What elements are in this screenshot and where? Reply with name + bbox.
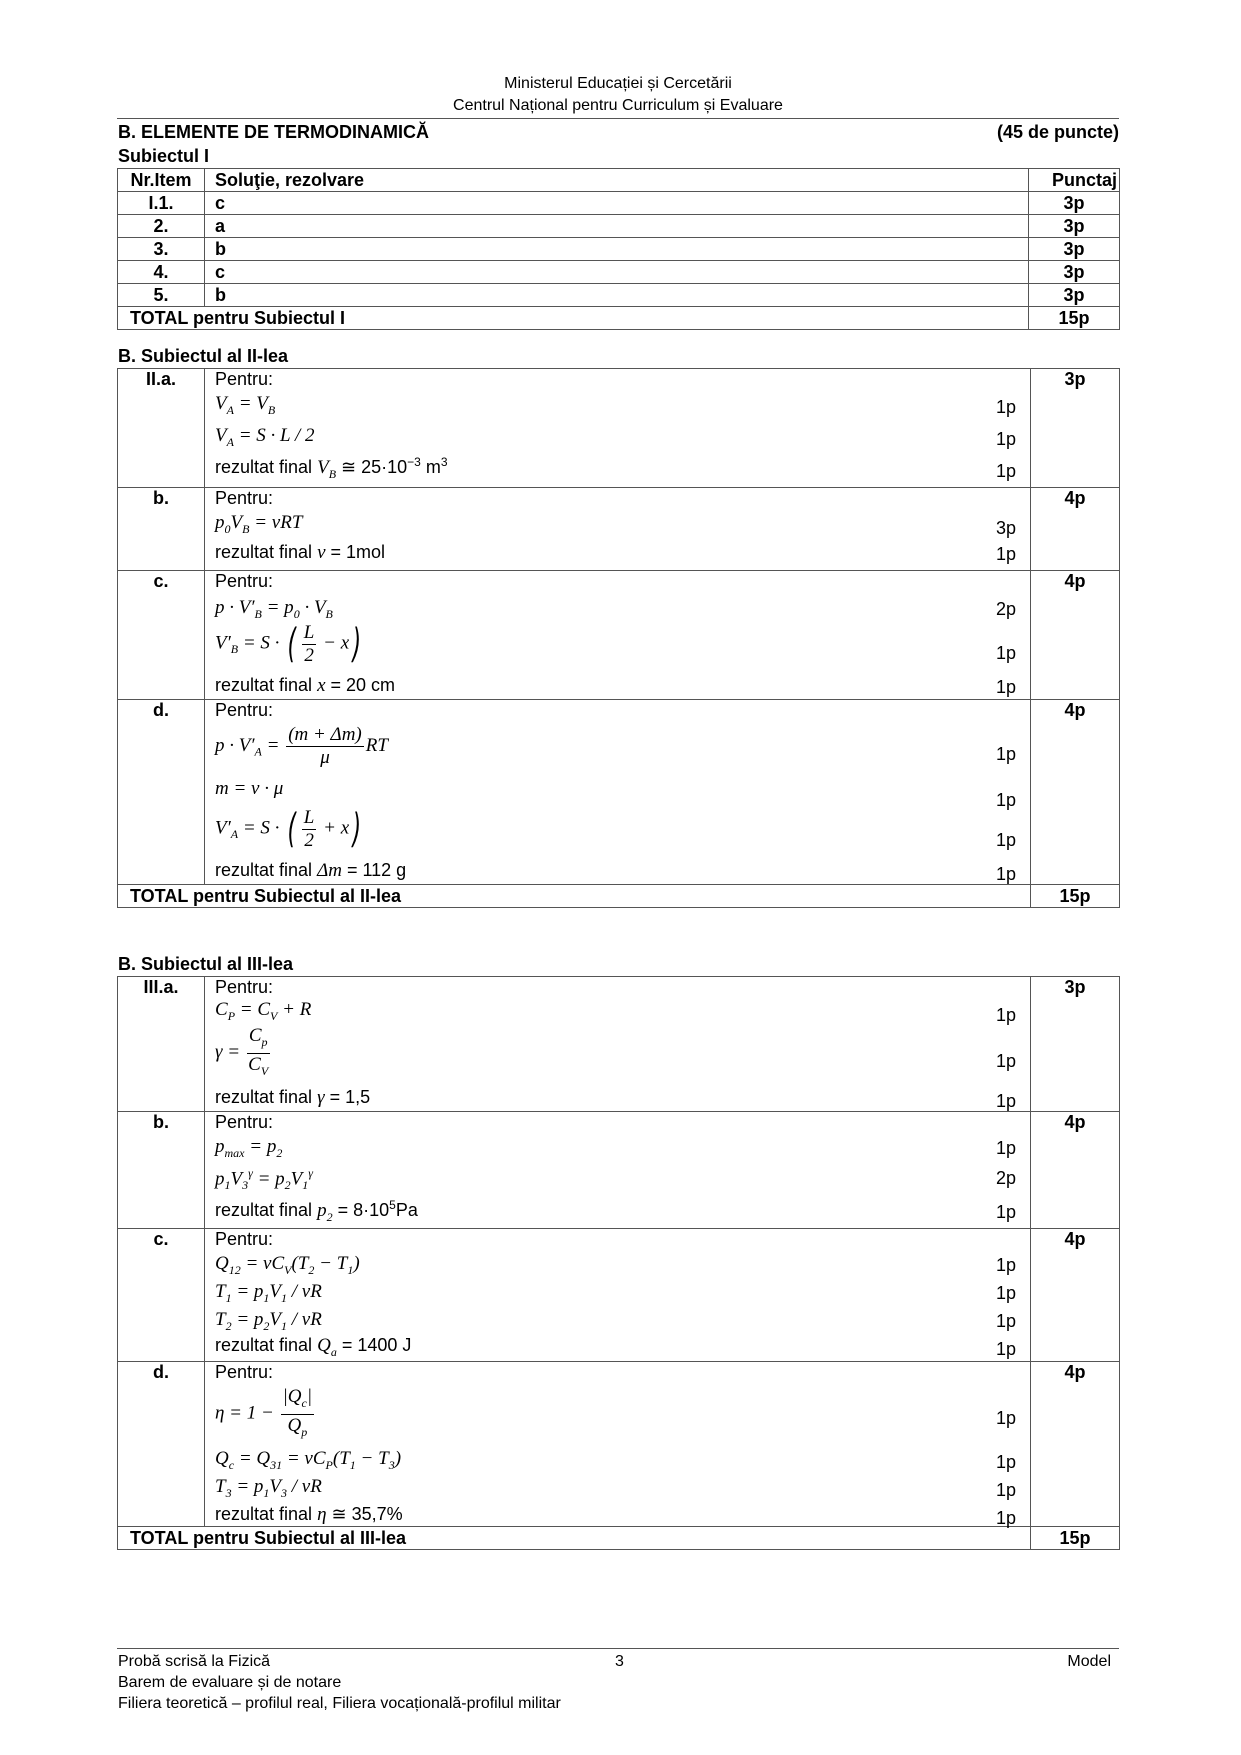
final-label: rezultat final bbox=[215, 860, 313, 880]
total-points: 15p bbox=[1031, 885, 1120, 908]
formula: $V'_A = S$ · ( $\frac{L}{2}$ + x) bbox=[215, 806, 362, 852]
final-label: rezultat final bbox=[215, 1087, 313, 1107]
pentru-label: Pentru: bbox=[215, 571, 274, 591]
item-points: 4p bbox=[1031, 488, 1120, 571]
formula: $p_{max} = p_2$ bbox=[215, 1136, 283, 1160]
total-points: 15p bbox=[1029, 307, 1120, 330]
table-row bbox=[118, 284, 1120, 307]
footer-model: Model bbox=[1067, 1653, 1111, 1670]
solution-cell bbox=[205, 1112, 1031, 1229]
section-title: B. ELEMENTE DE TERMODINAMICĂ bbox=[118, 122, 430, 142]
subject3-table bbox=[117, 976, 1120, 1550]
line-points: 1p bbox=[995, 790, 1016, 810]
subject2-table bbox=[117, 368, 1120, 908]
line-points: 1p bbox=[995, 397, 1016, 417]
col-header-item: Nr.Item bbox=[118, 169, 205, 192]
subject3-title: B. Subiectul al III-lea bbox=[118, 954, 294, 974]
final-result: rezultat final η ≅ 35,7% bbox=[215, 1504, 403, 1525]
final-label: rezultat final bbox=[215, 1200, 313, 1220]
formula: $V_A = V_B$ bbox=[215, 393, 276, 417]
center-name: Centrul Național pentru Curriculum și Evaluare bbox=[453, 97, 783, 114]
pentru-label: Pentru: bbox=[215, 488, 274, 508]
final-label: rezultat final bbox=[215, 457, 313, 477]
total-label: TOTAL pentru Subiectul al III-lea bbox=[118, 1527, 1031, 1550]
line-points: 1p bbox=[995, 1339, 1016, 1359]
answer: b bbox=[205, 284, 1029, 307]
line-points: 1p bbox=[995, 1051, 1016, 1071]
item-number: b. bbox=[118, 1112, 205, 1229]
item-row-3a bbox=[118, 977, 1120, 1112]
item-points: 4p bbox=[1031, 571, 1120, 700]
item-row-2b bbox=[118, 488, 1120, 571]
final-result: rezultat final x = 20 cm bbox=[215, 675, 396, 696]
formula: $p_0V_B = \nu RT$ bbox=[215, 512, 303, 536]
line-points: 1p bbox=[995, 461, 1016, 481]
item-number: d. bbox=[118, 700, 205, 885]
final-result: rezultat final Δm = 112 g bbox=[215, 860, 407, 881]
item-number: b. bbox=[118, 488, 205, 571]
item-row-3b bbox=[118, 1112, 1120, 1229]
formula: $Q_c = Q_{31} = \nu C_P(T_1 - T_3)$ bbox=[215, 1448, 402, 1472]
footer-divider bbox=[117, 1648, 1119, 1649]
answer: a bbox=[205, 215, 1029, 238]
subject2-title: B. Subiectul al II-lea bbox=[118, 346, 289, 366]
col-header-points: Punctaj bbox=[1029, 169, 1120, 192]
subject1-title: Subiectul I bbox=[118, 146, 210, 166]
final-label: rezultat final bbox=[215, 542, 313, 562]
solution-cell bbox=[205, 488, 1031, 571]
formula: η = 1 − $\frac{|Q_c|}{Q_p}$ bbox=[215, 1386, 313, 1439]
pentru-label: Pentru: bbox=[215, 369, 274, 389]
answer: c bbox=[205, 192, 1029, 215]
item-number: 4. bbox=[118, 261, 205, 284]
solution-cell bbox=[205, 369, 1031, 488]
ministry-name: Ministerul Educației și Cercetării bbox=[504, 75, 732, 92]
line-points: 1p bbox=[995, 1255, 1016, 1275]
line-points: 2p bbox=[995, 599, 1016, 619]
formula: $T_3 = p_1V_3 / \nu R$ bbox=[215, 1476, 322, 1500]
total-points: 15p bbox=[1031, 1527, 1120, 1550]
line-points: 1p bbox=[995, 1480, 1016, 1500]
formula: $V_A = S \cdot L / 2$ bbox=[215, 425, 315, 449]
item-points: 3p bbox=[1031, 977, 1120, 1112]
points: 3p bbox=[1029, 215, 1120, 238]
pentru-label: Pentru: bbox=[215, 1112, 274, 1132]
line-points: 1p bbox=[995, 1202, 1016, 1222]
line-points: 1p bbox=[995, 1283, 1016, 1303]
line-points: 1p bbox=[995, 1005, 1016, 1025]
line-points: 1p bbox=[995, 864, 1016, 884]
final-result: rezultat final $Q_a = 1400$ J bbox=[215, 1335, 412, 1359]
item-number: 2. bbox=[118, 215, 205, 238]
line-points: 1p bbox=[995, 1408, 1016, 1428]
item-row-2c bbox=[118, 571, 1120, 700]
final-label: rezultat final bbox=[215, 1504, 313, 1524]
formula: $Q_{12} = \nu C_V(T_2 - T_1)$ bbox=[215, 1253, 360, 1277]
total-row bbox=[118, 1527, 1120, 1550]
item-number: I.1. bbox=[118, 192, 205, 215]
item-points: 3p bbox=[1031, 369, 1120, 488]
line-points: 1p bbox=[995, 744, 1016, 764]
table-row bbox=[118, 215, 1120, 238]
line-points: 3p bbox=[995, 518, 1016, 538]
pentru-label: Pentru: bbox=[215, 1362, 274, 1382]
footer-exam: Probă scrisă la Fizică bbox=[118, 1653, 271, 1670]
solution-cell bbox=[205, 1229, 1031, 1362]
final-result: rezultat final $p_2 = 8\cdot 10^5Pa$ bbox=[215, 1198, 418, 1224]
line-points: 1p bbox=[995, 1508, 1016, 1528]
line-points: 1p bbox=[995, 1091, 1016, 1111]
final-label: rezultat final bbox=[215, 1335, 313, 1355]
formula: $p_1V_3^\gamma = p_2V_1^\gamma$ bbox=[215, 1166, 314, 1193]
line-points: 1p bbox=[995, 544, 1016, 564]
item-number: II.a. bbox=[118, 369, 205, 488]
line-points: 1p bbox=[995, 643, 1016, 663]
final-result: rezultat final $V_B$ ≅ $25\cdot 10^{-3}$ $m^3$ bbox=[215, 455, 448, 481]
section-points: (45 de puncte) bbox=[996, 122, 1119, 142]
item-number: 5. bbox=[118, 284, 205, 307]
points: 3p bbox=[1029, 192, 1120, 215]
line-points: 1p bbox=[995, 677, 1016, 697]
table-row bbox=[118, 238, 1120, 261]
item-row-2a bbox=[118, 369, 1120, 488]
formula: $p \cdot V'_B = p_0 \cdot V_B$ bbox=[215, 597, 333, 621]
solution-cell bbox=[205, 700, 1031, 885]
solution-cell bbox=[205, 1362, 1031, 1527]
final-label: rezultat final bbox=[215, 675, 313, 695]
total-row bbox=[118, 307, 1120, 330]
footer-barem: Barem de evaluare și de notare bbox=[118, 1674, 342, 1691]
pentru-label: Pentru: bbox=[215, 977, 274, 997]
points: 3p bbox=[1029, 261, 1120, 284]
table-row bbox=[118, 192, 1120, 215]
item-points: 4p bbox=[1031, 700, 1120, 885]
subject1-table bbox=[117, 168, 1120, 330]
answer: b bbox=[205, 238, 1029, 261]
page-number: 3 bbox=[615, 1653, 624, 1670]
formula: $p \cdot V'_A$ = $\frac{(m + \Delta m)}{\mu}$ RT bbox=[215, 724, 388, 768]
col-header-solution: Soluţie, rezolvare bbox=[205, 169, 1029, 192]
item-number: c. bbox=[118, 571, 205, 700]
item-number: c. bbox=[118, 1229, 205, 1362]
points: 3p bbox=[1029, 284, 1120, 307]
item-row-3d bbox=[118, 1362, 1120, 1527]
pentru-label: Pentru: bbox=[215, 700, 274, 720]
item-points: 4p bbox=[1031, 1112, 1120, 1229]
item-points: 4p bbox=[1031, 1362, 1120, 1527]
total-label: TOTAL pentru Subiectul I bbox=[118, 307, 1029, 330]
formula: $C_P = C_V + R$ bbox=[215, 999, 312, 1023]
line-points: 1p bbox=[995, 830, 1016, 850]
item-number: d. bbox=[118, 1362, 205, 1527]
line-points: 1p bbox=[995, 1138, 1016, 1158]
line-points: 1p bbox=[995, 429, 1016, 449]
formula: $T_2 = p_2V_1 / \nu R$ bbox=[215, 1309, 322, 1333]
footer-profile: Filiera teoretică – profilul real, Filiera vocațională-profilul militar bbox=[118, 1695, 561, 1712]
item-number: III.a. bbox=[118, 977, 205, 1112]
formula: $V'_B = S$ · ( $\frac{L}{2}$ − x) bbox=[215, 621, 362, 667]
item-row-3c bbox=[118, 1229, 1120, 1362]
final-result: rezultat final γ = 1,5 bbox=[215, 1087, 371, 1108]
item-points: 4p bbox=[1031, 1229, 1120, 1362]
points: 3p bbox=[1029, 238, 1120, 261]
item-row-2d bbox=[118, 700, 1120, 885]
line-points: 1p bbox=[995, 1452, 1016, 1472]
solution-cell bbox=[205, 571, 1031, 700]
total-label: TOTAL pentru Subiectul al II-lea bbox=[118, 885, 1031, 908]
formula: $T_1 = p_1V_1 / \nu R$ bbox=[215, 1281, 322, 1305]
pentru-label: Pentru: bbox=[215, 1229, 274, 1249]
answer: c bbox=[205, 261, 1029, 284]
formula: γ = $\frac{C_p}{C_V}$ bbox=[215, 1025, 269, 1078]
line-points: 2p bbox=[995, 1168, 1016, 1188]
total-row bbox=[118, 885, 1120, 908]
formula: m = ν · μ bbox=[215, 778, 284, 799]
item-number: 3. bbox=[118, 238, 205, 261]
header-divider bbox=[117, 118, 1119, 119]
table-row bbox=[118, 261, 1120, 284]
solution-cell bbox=[205, 977, 1031, 1112]
line-points: 1p bbox=[995, 1311, 1016, 1331]
final-result: rezultat final ν = 1mol bbox=[215, 542, 386, 563]
table-header-row bbox=[118, 169, 1120, 192]
